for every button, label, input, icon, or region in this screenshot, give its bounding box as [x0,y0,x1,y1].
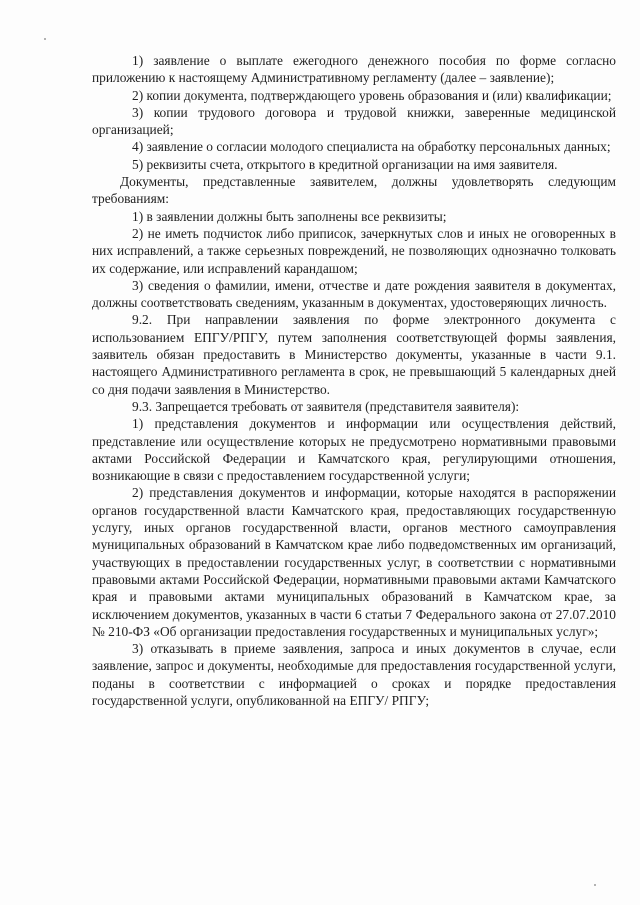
requirement-identity-match: 3) сведения о фамилии, имени, отчестве и дате рождения заявителя в документах, должны соответствовать сведениям, указанным в документах, удостоверяющих личность. [92,277,616,311]
item-bank-details: 5) реквизиты счета, открытого в кредитной организации на имя заявителя. [132,156,558,172]
prohibition-item-1: 1) представления документов и информации или осуществления действий, представление или осуществление которых не предусмотрено нормативными правовыми актами Российской Федерации и Камчатского края, регулирующими отношения, возникающие в связи с предоставлением государственной услуги; [92,416,616,484]
requirement-no-corrections: 2) не иметь подчисток либо приписок, зачеркнутых слов и иных не оговоренных в них исправлений, а также серьезных повреждений, не позволяющих однозначно толковать их содержание, или исправлений карандашом; [92,225,616,276]
item-education-copy: 2) копии документа, подтверждающего уровень образования и (или) квалификации; [132,87,612,103]
clause-9-2: 9.2. При направлении заявления по форме электронного документа с использованием ЕПГУ/РПГУ, путем заполнения соответствующей формы заявления, заявитель обязан предоставить в Министерство документы, указанные в части 9.1. настоящего Административного регламента в срок, не превышающий 5 календарных дней со дня подачи заявления в Министерство. [92,312,616,397]
clause-9-3: 9.3. Запрещается требовать от заявителя (представителя заявителя): [132,398,520,414]
scan-speck [44,38,46,40]
prohibition-item-2: 2) представления документов и информации, которые находятся в распоряжении органов государственной власти Камчатского края, предоставляющих государственную услугу, иных органов государственной власти, органов местного самоуправления муниципальных образований в Камчатском крае либо подведомственных им организаций, участвующих в предоставлении государственных услуг, в соответствии с нормативными правовыми актами Российской Федерации, нормативными правовыми актами Камчатского края и правовыми актами муниципальных образований в Камчатском крае, за исключением документов, указанных в части 6 статьи 7 Федерального закона от 27.07.2010 № 210-ФЗ «Об организации предоставления государственных и муниципальных услуг»; [92,485,616,639]
item-consent-statement: 4) заявление о согласии молодого специалиста на обработку персональных данных; [132,139,611,155]
prohibition-item-3: 3) отказывать в приеме заявления, запроса и иных документов в случае, если заявление, запрос и документы, необходимые для предоставления государственной услуги, поданы в соответствии с информацией о сроках и порядке предоставления государственной услуги, опубликованной на ЕПГУ/ РПГУ; [92,641,616,708]
document-body [92,52,616,709]
requirements-intro: Документы, представленные заявителем, должны удовлетворять следующим требованиям: [92,174,616,207]
item-employment-copy: 3) копии трудового договора и трудовой книжки, заверенные медицинской организацией; [92,104,616,138]
item-application-form: 1) заявление о выплате ежегодного денежного пособия по форме согласно приложению к настоящему Административному регламенту (далее – заявление); [92,53,616,86]
requirement-fields-filled: 1) в заявлении должны быть заполнены все реквизиты; [132,208,447,224]
scan-speck [594,884,596,886]
